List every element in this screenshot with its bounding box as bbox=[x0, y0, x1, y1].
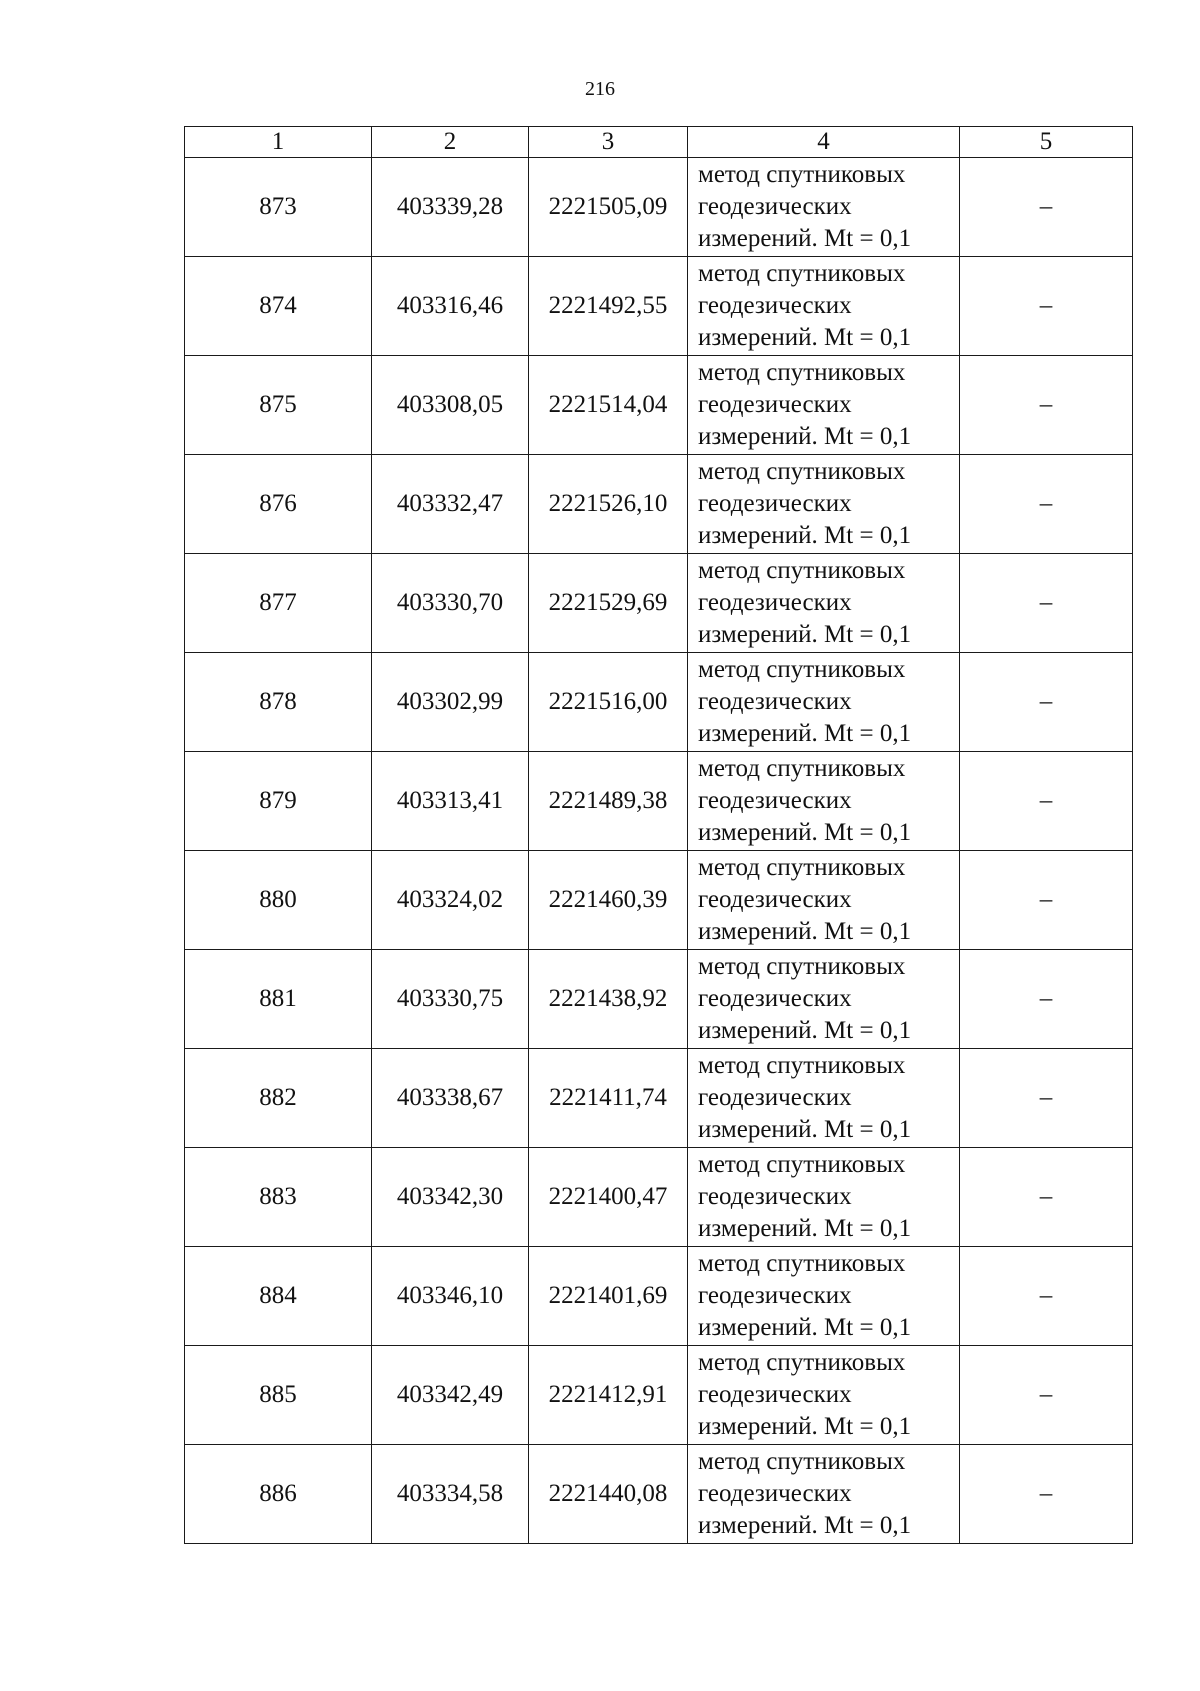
method-line: измерений. Mt = 0,1 bbox=[698, 1314, 912, 1341]
point-number-cell: 879 bbox=[185, 752, 372, 851]
method-line: измерений. Mt = 0,1 bbox=[698, 1116, 912, 1143]
x-coordinate-cell: 403342,49 bbox=[372, 1346, 529, 1445]
method-cell bbox=[688, 356, 960, 455]
y-coordinate-cell: 2221514,04 bbox=[529, 356, 688, 455]
x-coordinate-cell: 403308,05 bbox=[372, 356, 529, 455]
method-line: геодезических bbox=[698, 1282, 852, 1309]
method-line: геодезических bbox=[698, 985, 852, 1012]
x-coordinate-cell: 403330,75 bbox=[372, 950, 529, 1049]
method-line: геодезических bbox=[698, 688, 852, 715]
method-line: геодезических bbox=[698, 1381, 852, 1408]
method-line: измерений. Mt = 0,1 bbox=[698, 720, 912, 747]
y-coordinate-cell: 2221400,47 bbox=[529, 1148, 688, 1247]
method-line: измерений. Mt = 0,1 bbox=[698, 819, 912, 846]
table-row bbox=[185, 1247, 1133, 1346]
y-coordinate-cell: 2221440,08 bbox=[529, 1445, 688, 1544]
method-line: измерений. Mt = 0,1 bbox=[698, 1215, 912, 1242]
table-header bbox=[185, 127, 1133, 158]
y-coordinate-cell: 2221492,55 bbox=[529, 257, 688, 356]
method-line: геодезических bbox=[698, 193, 852, 220]
x-coordinate-cell: 403332,47 bbox=[372, 455, 529, 554]
method-cell bbox=[688, 1148, 960, 1247]
method-cell bbox=[688, 455, 960, 554]
method-line: измерений. Mt = 0,1 bbox=[698, 1512, 912, 1539]
point-number-cell: 874 bbox=[185, 257, 372, 356]
method-line: метод спутниковых bbox=[698, 953, 906, 980]
column-header-5: 5 bbox=[960, 127, 1133, 158]
method-line: метод спутниковых bbox=[698, 1151, 906, 1178]
y-coordinate-cell: 2221411,74 bbox=[529, 1049, 688, 1148]
method-line: геодезических bbox=[698, 1480, 852, 1507]
x-coordinate-cell: 403342,30 bbox=[372, 1148, 529, 1247]
note-cell: – bbox=[960, 356, 1133, 455]
method-line: метод спутниковых bbox=[698, 359, 906, 386]
coordinates-table bbox=[184, 126, 1133, 1544]
point-number-cell: 882 bbox=[185, 1049, 372, 1148]
method-line: геодезических bbox=[698, 292, 852, 319]
note-cell: – bbox=[960, 1148, 1133, 1247]
method-line: метод спутниковых bbox=[698, 260, 906, 287]
method-line: метод спутниковых bbox=[698, 1250, 906, 1277]
table-row bbox=[185, 1049, 1133, 1148]
y-coordinate-cell: 2221438,92 bbox=[529, 950, 688, 1049]
method-cell bbox=[688, 158, 960, 257]
method-cell bbox=[688, 1346, 960, 1445]
y-coordinate-cell: 2221489,38 bbox=[529, 752, 688, 851]
method-line: геодезических bbox=[698, 1084, 852, 1111]
method-line: метод спутниковых bbox=[698, 557, 906, 584]
column-header-4: 4 bbox=[688, 127, 960, 158]
y-coordinate-cell: 2221412,91 bbox=[529, 1346, 688, 1445]
point-number-cell: 876 bbox=[185, 455, 372, 554]
point-number-cell: 875 bbox=[185, 356, 372, 455]
note-cell: – bbox=[960, 1445, 1133, 1544]
note-cell: – bbox=[960, 554, 1133, 653]
method-line: метод спутниковых bbox=[698, 854, 906, 881]
header-row bbox=[185, 127, 1133, 158]
point-number-cell: 881 bbox=[185, 950, 372, 1049]
x-coordinate-cell: 403313,41 bbox=[372, 752, 529, 851]
y-coordinate-cell: 2221401,69 bbox=[529, 1247, 688, 1346]
table-body bbox=[185, 158, 1133, 1544]
y-coordinate-cell: 2221526,10 bbox=[529, 455, 688, 554]
method-cell bbox=[688, 1247, 960, 1346]
table-row bbox=[185, 1346, 1133, 1445]
x-coordinate-cell: 403324,02 bbox=[372, 851, 529, 950]
x-coordinate-cell: 403302,99 bbox=[372, 653, 529, 752]
method-line: измерений. Mt = 0,1 bbox=[698, 918, 912, 945]
y-coordinate-cell: 2221529,69 bbox=[529, 554, 688, 653]
x-coordinate-cell: 403330,70 bbox=[372, 554, 529, 653]
point-number-cell: 884 bbox=[185, 1247, 372, 1346]
table-row bbox=[185, 257, 1133, 356]
point-number-cell: 880 bbox=[185, 851, 372, 950]
method-cell bbox=[688, 851, 960, 950]
column-header-2: 2 bbox=[372, 127, 529, 158]
note-cell: – bbox=[960, 653, 1133, 752]
point-number-cell: 886 bbox=[185, 1445, 372, 1544]
y-coordinate-cell: 2221505,09 bbox=[529, 158, 688, 257]
page-number: 216 bbox=[585, 78, 615, 100]
method-cell bbox=[688, 653, 960, 752]
method-cell bbox=[688, 554, 960, 653]
table-row bbox=[185, 455, 1133, 554]
y-coordinate-cell: 2221516,00 bbox=[529, 653, 688, 752]
note-cell: – bbox=[960, 950, 1133, 1049]
note-cell: – bbox=[960, 752, 1133, 851]
y-coordinate-cell: 2221460,39 bbox=[529, 851, 688, 950]
table-row bbox=[185, 356, 1133, 455]
x-coordinate-cell: 403339,28 bbox=[372, 158, 529, 257]
table-row bbox=[185, 1148, 1133, 1247]
method-line: метод спутниковых bbox=[698, 755, 906, 782]
method-cell bbox=[688, 257, 960, 356]
note-cell: – bbox=[960, 158, 1133, 257]
x-coordinate-cell: 403334,58 bbox=[372, 1445, 529, 1544]
table-row bbox=[185, 1445, 1133, 1544]
method-line: геодезических bbox=[698, 490, 852, 517]
point-number-cell: 883 bbox=[185, 1148, 372, 1247]
table-row bbox=[185, 554, 1133, 653]
method-line: геодезических bbox=[698, 886, 852, 913]
note-cell: – bbox=[960, 851, 1133, 950]
method-line: геодезических bbox=[698, 391, 852, 418]
method-line: метод спутниковых bbox=[698, 1448, 906, 1475]
method-cell bbox=[688, 752, 960, 851]
method-line: измерений. Mt = 0,1 bbox=[698, 324, 912, 351]
table-row bbox=[185, 950, 1133, 1049]
table-row bbox=[185, 752, 1133, 851]
x-coordinate-cell: 403316,46 bbox=[372, 257, 529, 356]
method-line: измерений. Mt = 0,1 bbox=[698, 225, 912, 252]
method-line: измерений. Mt = 0,1 bbox=[698, 621, 912, 648]
x-coordinate-cell: 403346,10 bbox=[372, 1247, 529, 1346]
method-line: геодезических bbox=[698, 787, 852, 814]
note-cell: – bbox=[960, 1049, 1133, 1148]
point-number-cell: 878 bbox=[185, 653, 372, 752]
column-header-3: 3 bbox=[529, 127, 688, 158]
column-header-1: 1 bbox=[185, 127, 372, 158]
method-line: измерений. Mt = 0,1 bbox=[698, 522, 912, 549]
point-number-cell: 877 bbox=[185, 554, 372, 653]
method-line: метод спутниковых bbox=[698, 161, 906, 188]
method-line: геодезических bbox=[698, 589, 852, 616]
note-cell: – bbox=[960, 455, 1133, 554]
table-row bbox=[185, 653, 1133, 752]
table-row bbox=[185, 851, 1133, 950]
method-line: метод спутниковых bbox=[698, 1349, 906, 1376]
method-line: измерений. Mt = 0,1 bbox=[698, 423, 912, 450]
x-coordinate-cell: 403338,67 bbox=[372, 1049, 529, 1148]
method-line: метод спутниковых bbox=[698, 656, 906, 683]
point-number-cell: 885 bbox=[185, 1346, 372, 1445]
method-line: измерений. Mt = 0,1 bbox=[698, 1413, 912, 1440]
table-row bbox=[185, 158, 1133, 257]
note-cell: – bbox=[960, 1346, 1133, 1445]
method-line: метод спутниковых bbox=[698, 1052, 906, 1079]
note-cell: – bbox=[960, 257, 1133, 356]
method-line: геодезических bbox=[698, 1183, 852, 1210]
method-cell bbox=[688, 950, 960, 1049]
point-number-cell: 873 bbox=[185, 158, 372, 257]
method-cell bbox=[688, 1445, 960, 1544]
note-cell: – bbox=[960, 1247, 1133, 1346]
method-line: измерений. Mt = 0,1 bbox=[698, 1017, 912, 1044]
method-line: метод спутниковых bbox=[698, 458, 906, 485]
method-cell bbox=[688, 1049, 960, 1148]
